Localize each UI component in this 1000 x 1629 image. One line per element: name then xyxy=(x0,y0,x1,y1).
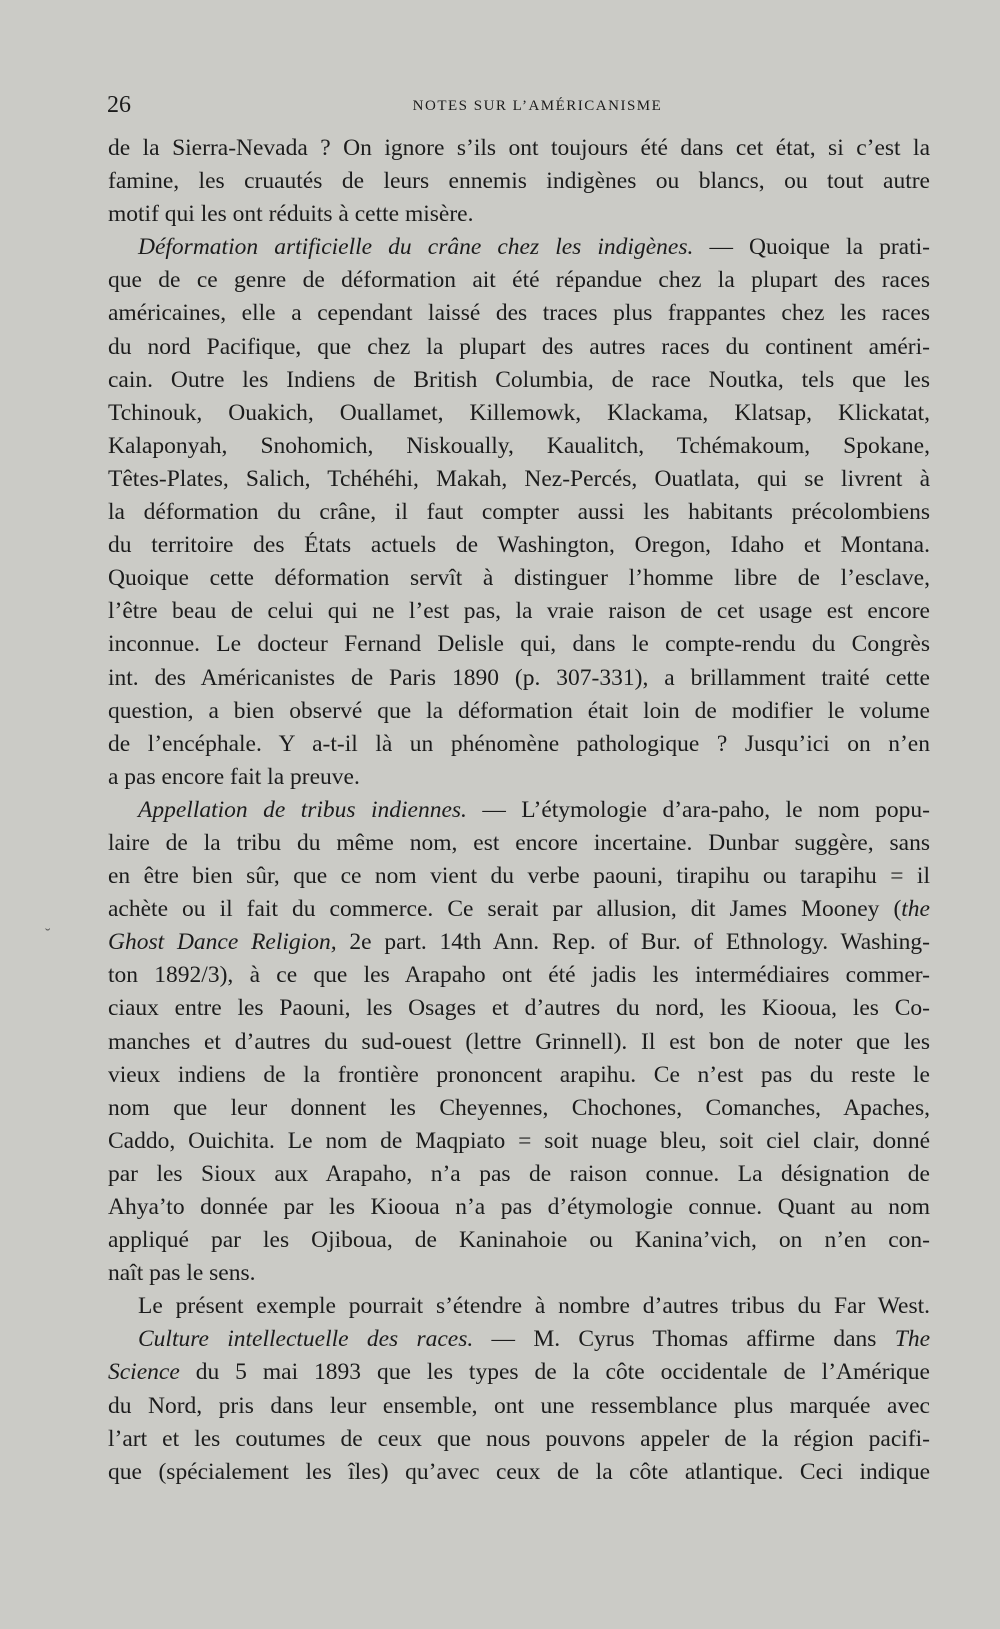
journal-title: Science xyxy=(108,1359,180,1386)
text-line: famine, les cruautés de leurs ennemis indigènes ou blancs, ou tout autre xyxy=(108,168,930,195)
text-line: Ghost Dance Religion, 2e part. 14th Ann. Rep. of Bur. of Ethnology. Washing- xyxy=(108,929,930,956)
text-line: ciaux entre les Paouni, les Osages et d’autres du nord, les Kiooua, les Co- xyxy=(108,995,930,1022)
text-line: l’être beau de celui qui ne l’est pas, la vraie raison de cet usage est encore xyxy=(108,598,930,625)
book-title: Ghost Dance Religion, xyxy=(108,929,337,956)
section-heading-line: Appellation de tribus indiennes. — L’étymologie d’ara-paho, le nom popu- xyxy=(138,796,930,823)
body-text xyxy=(108,132,930,1489)
text-line: Têtes-Plates, Salich, Tchéhéhi, Makah, Nez-Percés, Ouatlata, qui se livrent à xyxy=(108,465,930,492)
text-line: de la Sierra-Nevada ? On ignore s’ils ont toujours été dans cet état, si c’est la xyxy=(108,135,930,161)
text-line: du nord Pacifique, que chez la plupart des autres races du continent améri- xyxy=(108,333,930,360)
text-line: naît pas le sens. xyxy=(108,1260,256,1287)
text-line: américaines, elle a cependant laissé des traces plus frappantes chez les races xyxy=(108,300,930,327)
text-line: laire de la tribu du même nom, est encore incertaine. Dunbar suggère, sans xyxy=(108,829,930,856)
text-line: Le présent exemple pourrait s’étendre à nombre d’autres tribus du Far West. xyxy=(138,1293,930,1320)
section-heading-line: Déformation artificielle du crâne chez les indigènes. — Quoique la prati- xyxy=(138,234,931,261)
text-line: cain. Outre les Indiens de British Columbia, de race Noutka, tels que les xyxy=(108,366,930,393)
running-head xyxy=(107,92,928,120)
text-line: inconnue. Le docteur Fernand Delisle qui, dans le compte-rendu du Congrès xyxy=(108,631,930,658)
text-line: que (spécialement les îles) qu’avec ceux de la côte atlantique. Ceci indique xyxy=(108,1458,930,1485)
header-title: NOTES SUR L’AMÉRICANISME xyxy=(412,98,663,114)
section-heading-line: Culture intellectuelle des races. — M. Cyrus Thomas affirme dans The xyxy=(138,1326,930,1353)
text-line: Ahya’to donnée par les Kiooua n’a pas d’étymologie connue. Quant au nom xyxy=(108,1194,930,1220)
text-line: du Nord, pris dans leur ensemble, ont une ressemblance plus marquée avec xyxy=(108,1392,930,1419)
text-line: de l’encéphale. Y a-t-il là un phénomène pathologique ? Jusqu’ici on n’en xyxy=(108,730,930,757)
text-line: en être bien sûr, que ce nom vient du verbe paouni, tirapihu ou tarapihu = il xyxy=(108,863,930,890)
text-line: Science du 5 mai 1893 que les types de la côte occidentale de l’Amérique xyxy=(108,1359,930,1386)
text-line: l’art et les coutumes de ceux que nous pouvons appeler de la région pacifi- xyxy=(108,1425,930,1452)
text-line: Tchinouk, Ouakich, Ouallamet, Killemowk, Klackama, Klatsap, Klickatat, xyxy=(108,399,930,426)
text-line: Caddo, Ouichita. Le nom de Maqpiato = soit nuage bleu, soit ciel clair, donné xyxy=(108,1127,930,1154)
margin-mark: ˘ xyxy=(45,926,51,943)
text-line: a pas encore fait la preuve. xyxy=(108,763,360,790)
section-heading: Culture intellectuelle des races. xyxy=(138,1326,474,1353)
text-line: nom que leur donnent les Cheyennes, Chochones, Comanches, Apaches, xyxy=(108,1094,930,1121)
page-number: 26 xyxy=(107,92,131,118)
text-line: motif qui les ont réduits à cette misère. xyxy=(108,201,474,228)
text-line: par les Sioux aux Arapaho, n’a pas de raison connue. La désignation de xyxy=(108,1160,930,1187)
text-line: Kalaponyah, Snohomich, Niskoually, Kaualitch, Tchémakoum, Spokane, xyxy=(108,432,930,459)
text-line: Quoique cette déformation servît à distinguer l’homme libre de l’esclave, xyxy=(108,565,930,592)
text-line: la déformation du crâne, il faut compter aussi les habitants précolombiens xyxy=(108,499,930,526)
text-line: ton 1892/3), à ce que les Arapaho ont été jadis les intermédiaires commer- xyxy=(108,962,930,989)
text-line: int. des Américanistes de Paris 1890 (p. 307-331), a brillamment traité cette xyxy=(108,664,930,691)
section-heading: Déformation artificielle du crâne chez les indigènes. xyxy=(138,234,694,261)
text-line: manches et d’autres du sud-ouest (lettre Grinnell). Il est bon de noter que les xyxy=(108,1028,930,1055)
text-line: achète ou il fait du commerce. Ce serait par allusion, dit James Mooney (the xyxy=(108,896,930,923)
text-line: question, a bien observé que la déformation était loin de modifier le volume xyxy=(108,697,930,724)
text-line: vieux indiens de la frontière prononcent arapihu. Ce n’est pas du reste le xyxy=(108,1061,930,1088)
text-line: du territoire des États actuels de Washington, Oregon, Idaho et Montana. xyxy=(108,532,930,559)
section-heading: Appellation de tribus indiennes. xyxy=(138,796,467,823)
text-line: que de ce genre de déformation ait été répandue chez la plupart des races xyxy=(108,267,930,294)
text-line: appliqué par les Ojiboua, de Kaninahoie ou Kanina’vich, on n’en con- xyxy=(108,1227,930,1254)
